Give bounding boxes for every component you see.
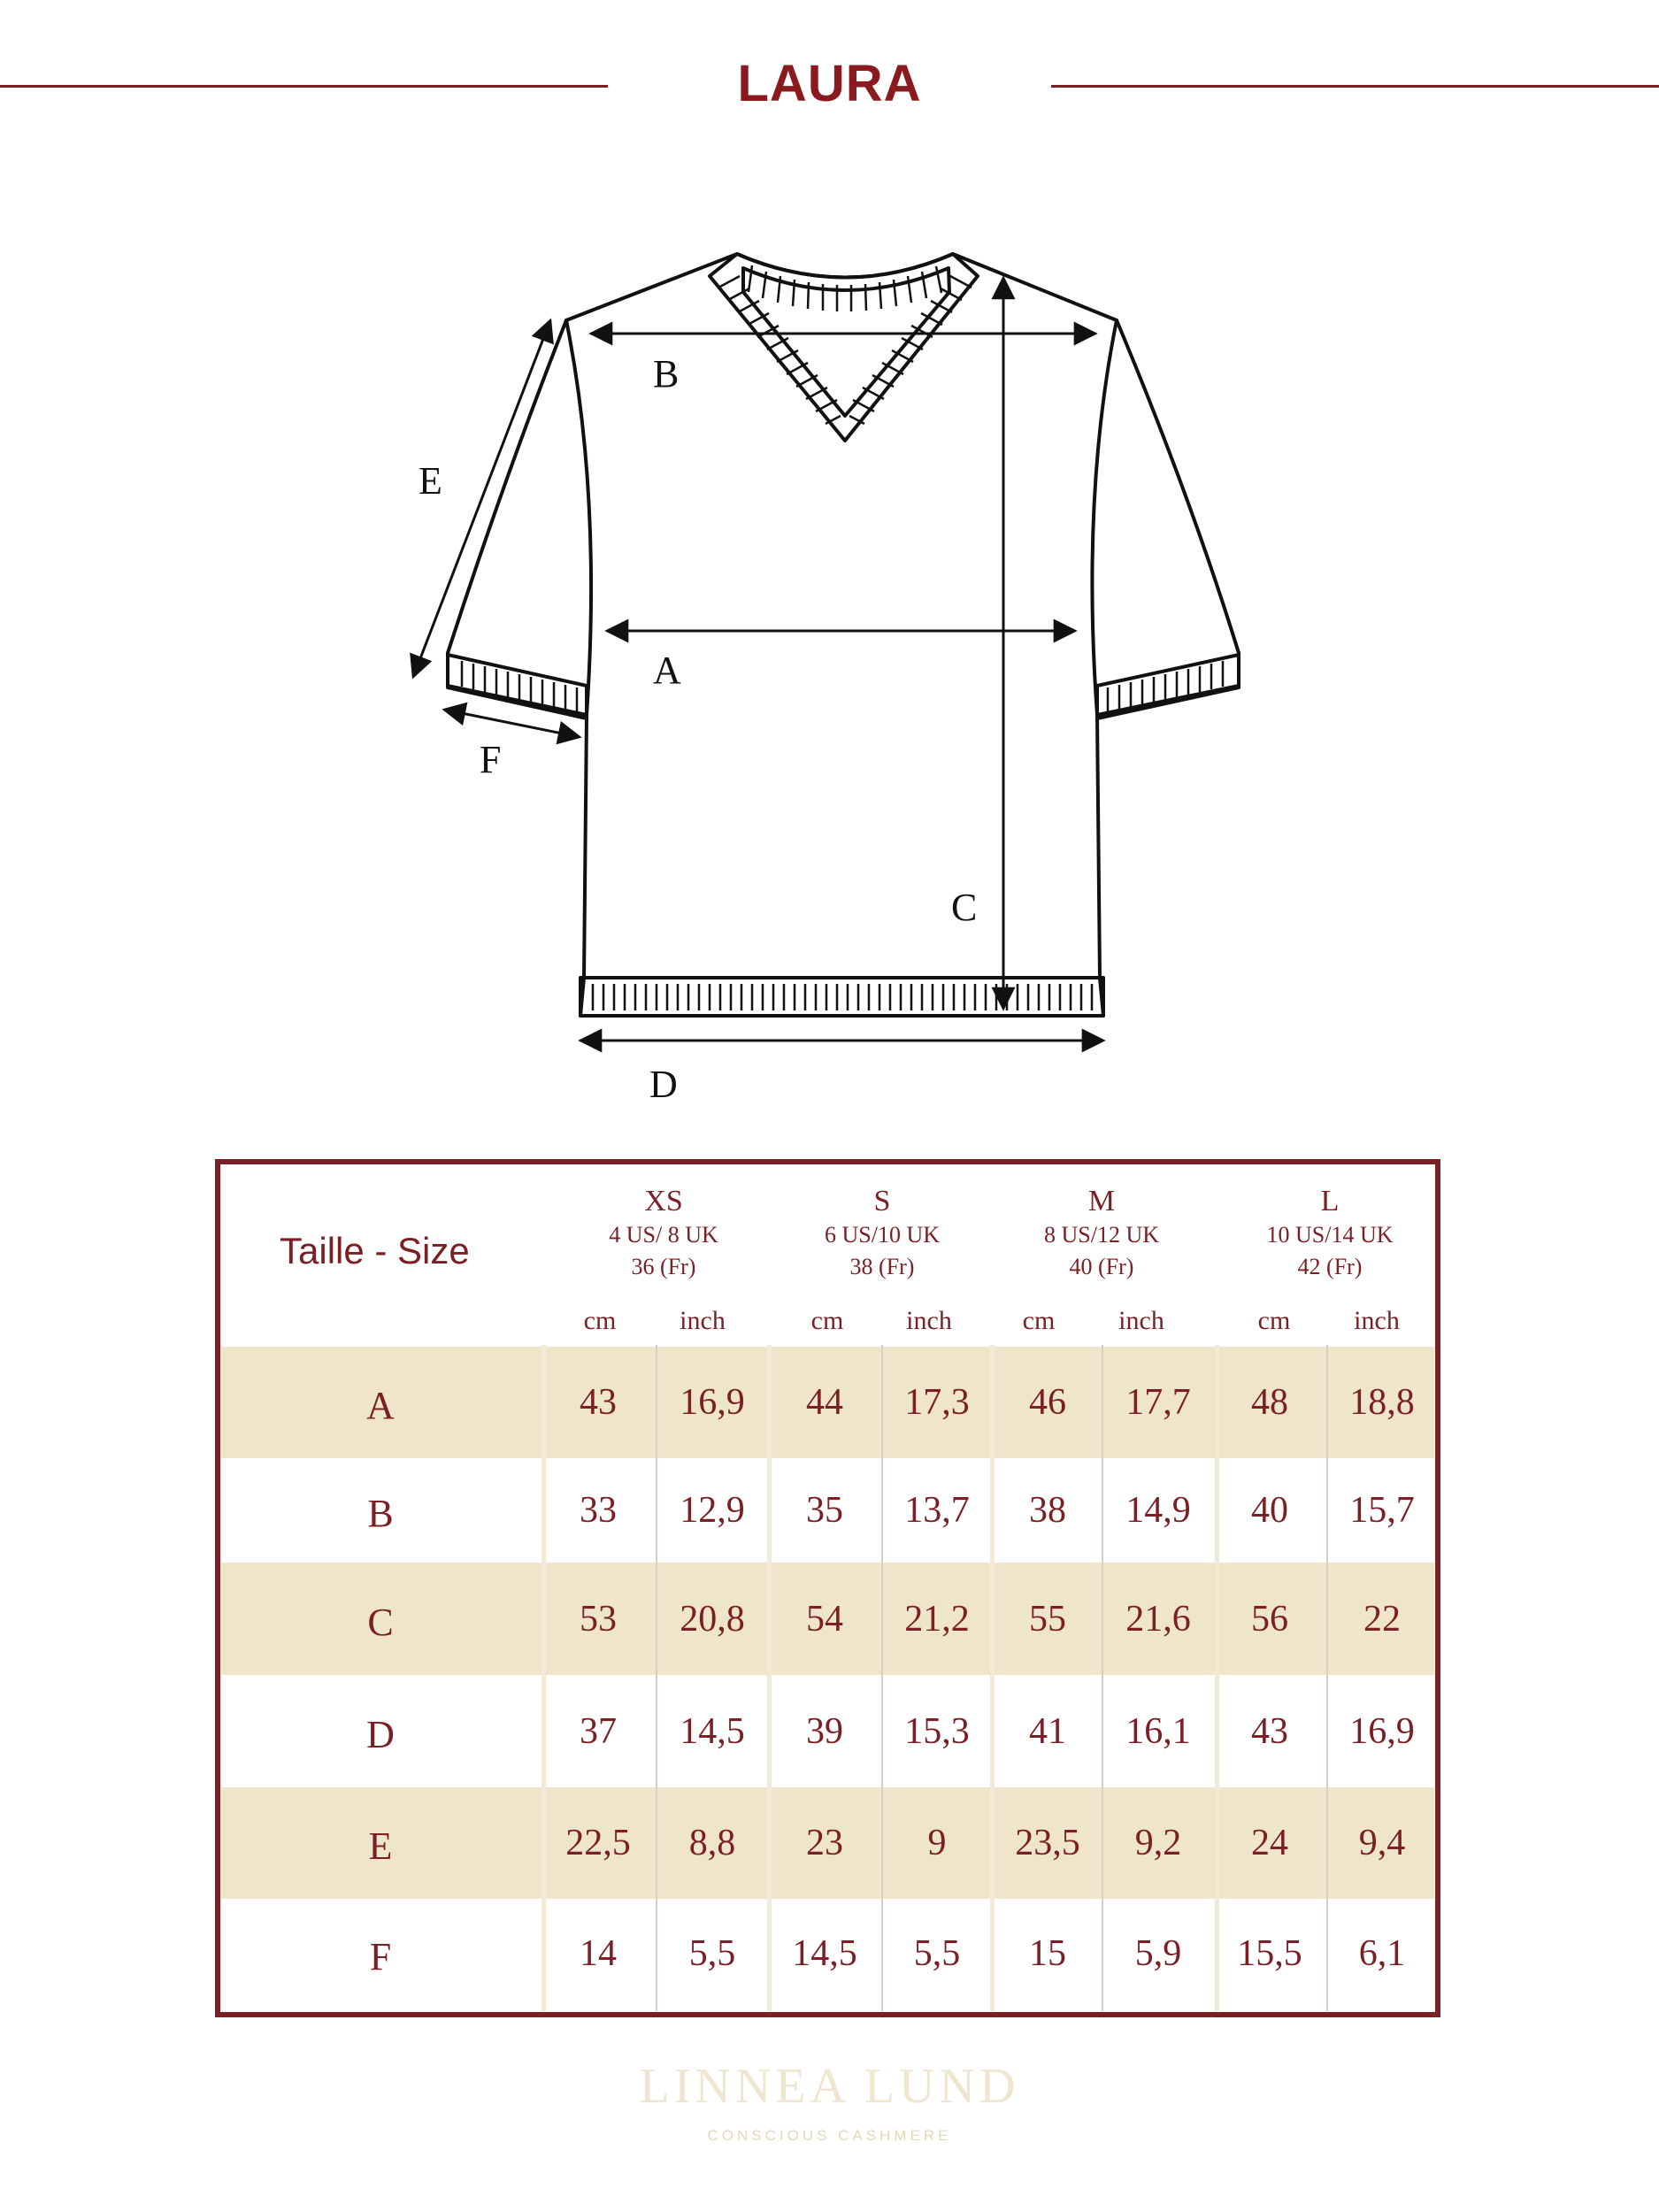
table-cell: 12,9 (680, 1490, 745, 1531)
table-cell: 21,2 (904, 1598, 970, 1640)
size-us-uk: 6 US/10 UK (824, 1222, 940, 1248)
size-fr: 38 (Fr) (849, 1254, 915, 1279)
row-label: F (369, 1935, 392, 1978)
table-cell: 16,9 (1349, 1710, 1415, 1752)
size-us-uk: 8 US/12 UK (1043, 1222, 1159, 1248)
table-cell: 15 (1029, 1933, 1066, 1974)
table-cell: 5,9 (1134, 1933, 1182, 1974)
table-cell: 5,5 (913, 1933, 961, 1974)
unit-inch: inch (680, 1306, 726, 1335)
column-divider (990, 1345, 995, 2011)
size-xs-header (553, 1184, 774, 1283)
neckline-inner-icon (743, 268, 949, 416)
unit-cm: cm (1022, 1306, 1056, 1335)
table-cell: 21,6 (1125, 1598, 1191, 1640)
table-cell: 48 (1251, 1382, 1288, 1423)
table-cell: 15,5 (1237, 1933, 1302, 1974)
size-fr: 36 (Fr) (631, 1254, 696, 1279)
hem-rib-icon (580, 978, 1103, 1016)
row-label: C (367, 1600, 394, 1644)
size-name: S (873, 1185, 891, 1217)
size-us-uk: 4 US/ 8 UK (609, 1222, 718, 1248)
table-cell: 37 (580, 1710, 617, 1752)
size-name: L (1320, 1185, 1340, 1217)
table-cell: 43 (580, 1382, 617, 1423)
table-cell: 41 (1029, 1710, 1066, 1752)
table-cell: 22 (1363, 1598, 1401, 1640)
garment-outline-icon (448, 254, 1239, 1016)
table-cell: 15,3 (904, 1710, 970, 1752)
row-label: A (366, 1384, 395, 1427)
table-cell: 17,7 (1125, 1382, 1191, 1423)
size-l-header (1219, 1184, 1440, 1283)
row-label: B (367, 1492, 394, 1535)
table-cell: 22,5 (565, 1823, 631, 1863)
row-label: E (368, 1824, 393, 1868)
table-cell: 14,9 (1125, 1490, 1191, 1531)
table-cell: 16,1 (1125, 1710, 1191, 1752)
unit-cm: cm (810, 1306, 844, 1335)
unit-cm: cm (583, 1306, 617, 1335)
size-table-heading: Taille - Size (280, 1230, 470, 1271)
label-c: C (951, 886, 978, 929)
table-cell: 14,5 (792, 1933, 857, 1974)
size-us-uk: 10 US/14 UK (1266, 1222, 1394, 1248)
measurement-arrows (413, 278, 1103, 1041)
column-divider (1326, 1345, 1328, 2011)
table-cell: 24 (1251, 1823, 1288, 1863)
table-cell: 15,7 (1349, 1490, 1415, 1531)
label-d: D (649, 1063, 678, 1106)
table-cell: 13,7 (904, 1490, 970, 1531)
column-divider (1215, 1345, 1219, 2011)
table-cell: 46 (1029, 1382, 1066, 1423)
table-cell: 40 (1251, 1490, 1288, 1531)
table-cell: 18,8 (1349, 1382, 1415, 1423)
table-cell: 44 (806, 1382, 843, 1423)
armhole-left-icon (566, 320, 591, 715)
table-cell: 56 (1251, 1598, 1288, 1640)
table-row (221, 1899, 1434, 2008)
size-m-header (991, 1184, 1212, 1283)
table-cell: 54 (806, 1598, 843, 1640)
table-cell: 35 (806, 1490, 843, 1531)
column-divider (881, 1345, 883, 2011)
armhole-right-icon (1092, 320, 1117, 715)
table-row (221, 1675, 1434, 1787)
table-cell: 6,1 (1358, 1933, 1406, 1974)
table-cell: 53 (580, 1598, 617, 1640)
label-f: F (480, 738, 502, 781)
table-cell: 8,8 (688, 1823, 736, 1863)
label-a: A (653, 649, 681, 692)
table-row (221, 1458, 1434, 1563)
size-s-header (772, 1184, 993, 1283)
table-cell: 39 (806, 1710, 843, 1752)
brand-logo: LINNEA LUND (639, 2059, 1020, 2114)
table-cell: 33 (580, 1490, 617, 1531)
table-cell: 14 (580, 1933, 617, 1974)
size-fr: 42 (Fr) (1297, 1254, 1363, 1279)
unit-inch: inch (1118, 1306, 1164, 1335)
table-cell: 38 (1029, 1490, 1066, 1531)
size-name: XS (644, 1185, 683, 1217)
table-cell: 23,5 (1015, 1823, 1080, 1863)
table-cell: 23 (806, 1823, 843, 1863)
label-b: B (653, 352, 680, 396)
product-title: LAURA (737, 55, 922, 112)
table-cell: 43 (1251, 1710, 1288, 1752)
column-divider (656, 1345, 657, 2011)
table-cell: 9,4 (1358, 1823, 1406, 1863)
unit-inch: inch (906, 1306, 952, 1335)
brand-tagline: CONSCIOUS CASHMERE (707, 2127, 952, 2144)
table-cell: 9 (927, 1823, 947, 1863)
table-cell: 17,3 (904, 1382, 970, 1423)
row-label: D (366, 1712, 395, 1756)
size-name: M (1087, 1185, 1116, 1217)
table-row (221, 1563, 1434, 1675)
table-cell: 20,8 (680, 1598, 745, 1640)
table-row (221, 1787, 1434, 1899)
column-divider (1102, 1345, 1103, 2011)
table-cell: 5,5 (688, 1933, 736, 1974)
table-row (221, 1347, 1434, 1458)
column-divider (767, 1345, 772, 2011)
table-cell: 9,2 (1134, 1823, 1182, 1863)
size-fr: 40 (Fr) (1069, 1254, 1134, 1279)
table-cell: 55 (1029, 1598, 1066, 1640)
label-e: E (419, 459, 442, 503)
table-cell: 16,9 (680, 1382, 745, 1423)
unit-inch: inch (1354, 1306, 1400, 1335)
unit-cm: cm (1257, 1306, 1291, 1335)
column-divider (541, 1345, 546, 2011)
table-cell: 14,5 (680, 1710, 745, 1752)
